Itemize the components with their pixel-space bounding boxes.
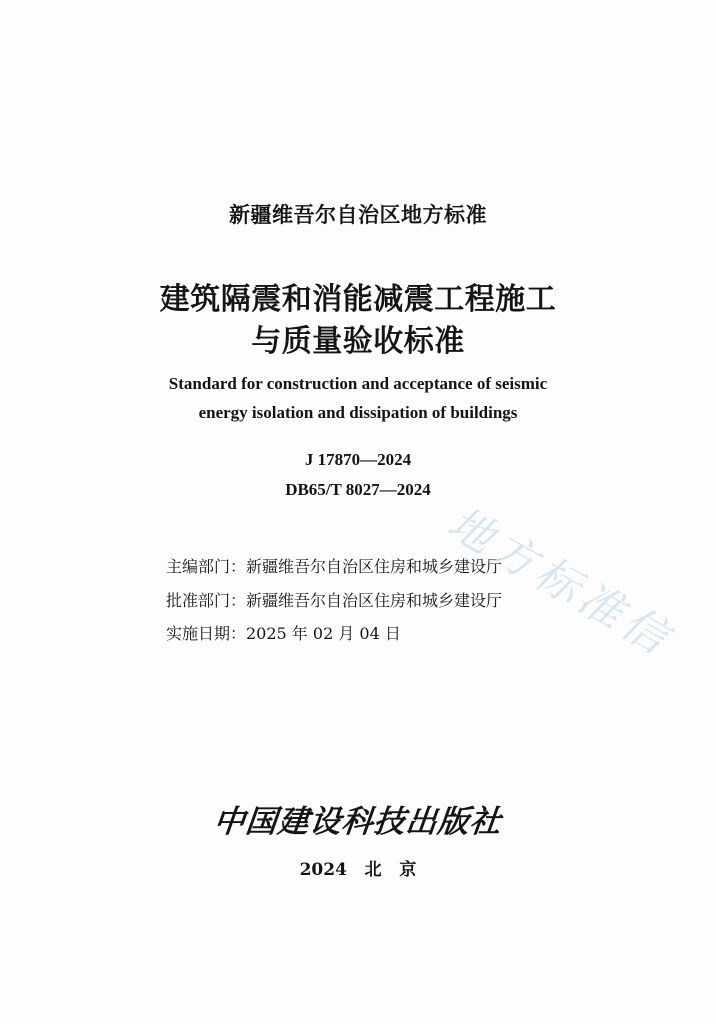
editor-department: 主编部门：新疆维吾尔自治区住房和城乡建设厅 [166, 557, 503, 576]
approval-department: 批准部门：新疆维吾尔自治区住房和城乡建设厅 [166, 591, 503, 610]
watermark: 地方标准信 [439, 497, 682, 667]
effective-date: 实施日期：2025 年 02 月 04 日 [166, 624, 401, 643]
english-title-line-2: energy isolation and dissipation of buildings [198, 403, 518, 422]
standard-type-heading: 新疆维吾尔自治区地方标准 [229, 203, 487, 227]
english-title-line-1: Standard for construction and acceptance of seismic [168, 374, 548, 393]
publication-year-place: 2024 北 京 [299, 860, 417, 880]
db-code: DB65/T 8027—2024 [285, 480, 431, 499]
publisher-name: 中国建设科技出版社 [211, 804, 504, 840]
main-title-line-1: 建筑隔震和消能减震工程施工 [159, 282, 557, 317]
j-code: J 17870—2024 [304, 450, 412, 469]
main-title-line-2: 与质量验收标准 [251, 324, 465, 359]
